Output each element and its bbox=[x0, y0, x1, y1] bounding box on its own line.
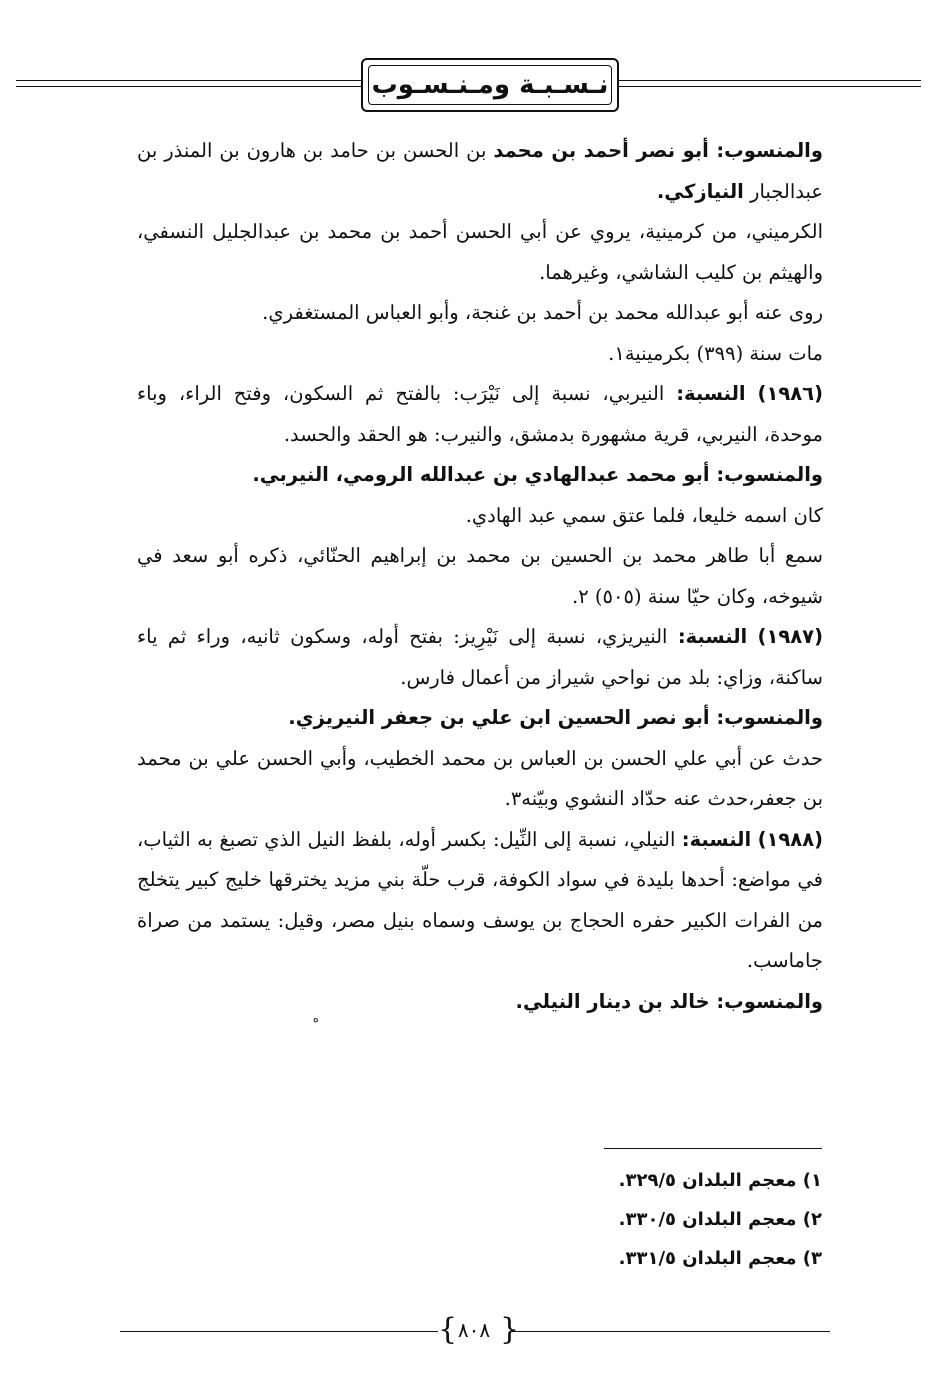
header-rule-right-top bbox=[619, 80, 921, 81]
title-inner-frame bbox=[368, 65, 612, 105]
entry-paragraph-7: كان اسمه خليعا، فلما عتق سمي عبد الهادي. bbox=[465, 503, 823, 527]
entry-number: (١٩٨٦) bbox=[757, 382, 823, 405]
paragraph-text: النيلي، نسبة إلى النِّيل: بكسر أوله، بلفظ النيل الذي تصبغ به الثياب، في مواضع: أحدها بليدة في سواد الكوفة، قرب حلّة بني مزيد يخترقها خليج كبير يتخلج من الفرات الكبير حفره الحجاج بن يوسف وسماه بنيل مصر، وقيل: يستمد من صراة جاماسب. bbox=[137, 827, 823, 972]
header-rule-left-top bbox=[16, 80, 361, 81]
footer-rule-right bbox=[510, 1331, 830, 1332]
mansub-heading-1987: والمنسوب: أبو نصر الحسين ابن علي بن جعفر النيريزي. bbox=[288, 706, 823, 729]
entry-paragraph-2: الكرميني، من كرمينية، يروي عن أبي الحسن أحمد بن محمد بن عبدالجليل النسفي، والهيثم بن كليب الشاشي، وغيرهما. bbox=[137, 220, 823, 284]
nisba-label: النسبة: bbox=[677, 625, 748, 648]
title-frame bbox=[361, 58, 619, 112]
nisba-label: النسبة: bbox=[681, 827, 752, 851]
footnote-1: ١) معجم البلدان ٣٢٩/٥. bbox=[618, 1170, 822, 1191]
footnotes bbox=[420, 1161, 822, 1278]
header-rule-left-bottom bbox=[16, 86, 361, 87]
page-footer bbox=[120, 1313, 830, 1353]
footer-rule-left bbox=[120, 1331, 438, 1332]
stray-mark: ه bbox=[313, 1012, 319, 1025]
footnote-2: ٢) معجم البلدان ٣٣٠/٥. bbox=[618, 1209, 822, 1230]
nisba-label: النسبة: bbox=[676, 382, 746, 405]
page-number: ٨٠٨ bbox=[457, 1318, 491, 1342]
footnote-separator bbox=[604, 1148, 822, 1149]
nisba-entry-1986 bbox=[137, 374, 823, 455]
mansub-heading-1986: والمنسوب: أبو محمد عبدالهادي بن عبدالله الرومي، النيربي. bbox=[252, 463, 823, 486]
entry-paragraph-1 bbox=[137, 131, 823, 212]
page-header bbox=[16, 58, 921, 120]
entry-number: (١٩٨٧) bbox=[757, 625, 823, 648]
nisba-entry-1988 bbox=[137, 820, 823, 982]
nisba-name: النيازكي. bbox=[656, 179, 744, 203]
mansub-heading: والمنسوب: أبو نصر أحمد بن محمد bbox=[493, 139, 823, 162]
entry-paragraph-4: مات سنة (٣٩٩) بكرمينية١. bbox=[608, 341, 823, 365]
entry-number: (١٩٨٨) bbox=[757, 827, 824, 851]
mansub-heading-1988: والمنسوب: خالد بن دينار النيلي. bbox=[515, 989, 823, 1013]
paragraph-text: النيربي، نسبة إلى نَيْرَب: بالفتح ثم السكون، وفتح الراء، وباء موحدة، النيربي، قرية مشهورة بدمشق، والنيرب: هو الحقد والحسد. bbox=[137, 382, 823, 446]
left-brace-icon: { bbox=[438, 1312, 458, 1347]
entry-paragraph-8: سمع أبا طاهر محمد بن الحسين بن محمد بن إبراهيم الحنّائي، ذكره أبو سعد في شيوخه، وكان حيّا سنة (٥٠٥) ٢. bbox=[137, 544, 823, 608]
right-brace-icon: } bbox=[500, 1312, 520, 1347]
entry-paragraph-11: حدث عن أبي علي الحسن بن العباس بن محمد الخطيب، وأبي الحسن علي بن محمد بن جعفر،حدث عنه حدّاد النشوي وبيّنه٣. bbox=[137, 746, 823, 810]
paragraph-text: النيريزي، نسبة إلى نَيْرِيز: بفتح أوله، وسكون ثانيه، وراء ثم ياء ساكنة، وزاي: بلد من نواحي شيراز من أعمال فارس. bbox=[137, 625, 823, 689]
paragraph-text: بن الحسن بن حامد بن هارون بن المنذر بن عبدالجبار bbox=[137, 139, 823, 203]
nisba-entry-1987 bbox=[137, 617, 823, 698]
main-text bbox=[137, 131, 823, 1022]
entry-paragraph-3: روى عنه أبو عبدالله محمد بن أحمد بن غنجة، وأبو العباس المستغفري. bbox=[262, 301, 823, 324]
page-title: نـسـبـة ومـنـسـوب bbox=[371, 70, 609, 100]
footnote-3: ٣) معجم البلدان ٣٣١/٥. bbox=[618, 1248, 822, 1269]
header-rule-right-bottom bbox=[619, 86, 921, 87]
